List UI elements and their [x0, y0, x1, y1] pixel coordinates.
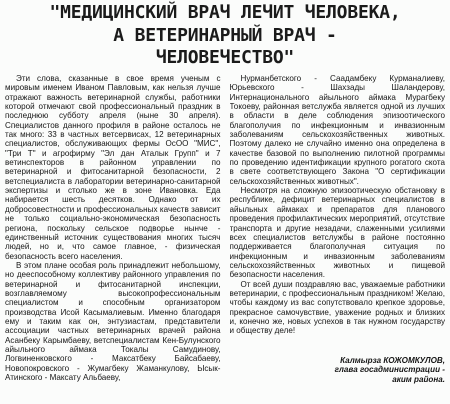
- paragraph: Несмотря на сложную эпизоотическую обстановку в республике, дефицит ветеринарных специалистов в айыльных аймаках и препаратов для планового проведения профилактических мероприятий, отсутствие транспорта и другие незадачи, слаженными усилиями всех специалистов ветслужбы в районе постоянно поддерживается благополучная ситуация по инфекционным и инвазионным заболеваниям сельскохозяйственных животных и пищевой безопасности населения.: [229, 186, 445, 280]
- article-headline: [6, 2, 444, 70]
- paragraph: Эти слова, сказанные в свое время ученым с мировым именем Иваном Павловым, как нельзя лучше отражают важность ветеринарной службы, работники которой отмечают свой профессиональный праздник в последнюю субботу апреля (ныне 30 апреля). Специалистов данного профиля в районе осталось не так много: 33 в частных ветсервисах, 12 ветеринарных специалистов, обслуживающих фермы ОсОО "МИС", "Три Т" и агрофирму "Эл дан Аталык Групп" и 7 ветинспекторов в районном управлении по ветеринарной и фитосанитарной безопасности, 2 ветспециалиста в лаборатории ветеринарно-санитарной экспертизы и столько же в зоне Ивановка. Еда набирается шесть десятков. Однако от их добросовестности и профессиональных качеств зависит не только социально-экономическая безопасность региона, поскольку сельское подворье нынче - единственный источник существования многих тысяч людей, но и, что самое главное, - физическая безопасность всего населения.: [5, 74, 221, 261]
- signature: [230, 356, 446, 385]
- article-body: [5, 74, 445, 400]
- signature-title-2: аким района.: [392, 374, 445, 384]
- headline-line-3: ЧЕЛОВЕЧЕСТВО": [155, 47, 295, 68]
- headline-line-1: "МЕДИЦИНСКИЙ ВРАЧ ЛЕЧИТ ЧЕЛОВЕКА,: [49, 2, 401, 23]
- paragraph: В этом плане особая роль принадлежит небольшому, но дееспособному коллективу районного управления по ветеринарной и фитосанитарной инспекции, возглавляемому высокопрофессиональным специалистом и способным организатором производства Исой Касымалиевым. Именно благодаря ему и таким как он, энтузиастам, представители ассоциации частных ветеринарных врачей района Асанбеку Карымбаеву, ветспециалистам Кен-Булунского айыльного аймака Токалы Самудинову, Логвиненковского - Максатбеку Байсабаеву, Новопокровского - Жумагбеку Жаманкулову, Ысык-Атинского - Максату Альбаеву,: [5, 260, 221, 382]
- signature-title: глава госадминистрации -: [334, 365, 445, 375]
- paragraph: Нурманбетского - Саадамбеку Курманалиеву, Юрьевского - Шахзады Шаландерову, Интернационального айыльного аймака Мурагбеку Токоеву, районная ветслужба является одной из лучших в области в деле соблюдения эпизоотического благополучия по инфекционным и инвазионным заболеваниям сельскохозяйственных животных. Поэтому далеко не случайно именно она определена в качестве базовой по выполнению пилотной программы по проведению идентификации крупного рогатого скота в свете соответствующего Закона "О сертификации сельскохозяйственных животных".: [229, 74, 445, 186]
- paragraph: От всей души поздравляю вас, уважаемые работники ветеринарии, с профессиональным праздником! Желаю, чтобы каждому из вас сопутствовало крепкое здоровье, прекрасное самочувствие, уважение родных и близких и, конечно же, новых успехов в так нужном государству и обществу деле!: [229, 279, 445, 336]
- right-column: [230, 74, 446, 400]
- left-column: [5, 74, 221, 400]
- headline-line-2: А ВЕТЕРИНАРНЫЙ ВРАЧ -: [113, 24, 337, 46]
- signature-name: Калмырза КОЖОМКУЛОВ,: [340, 355, 445, 365]
